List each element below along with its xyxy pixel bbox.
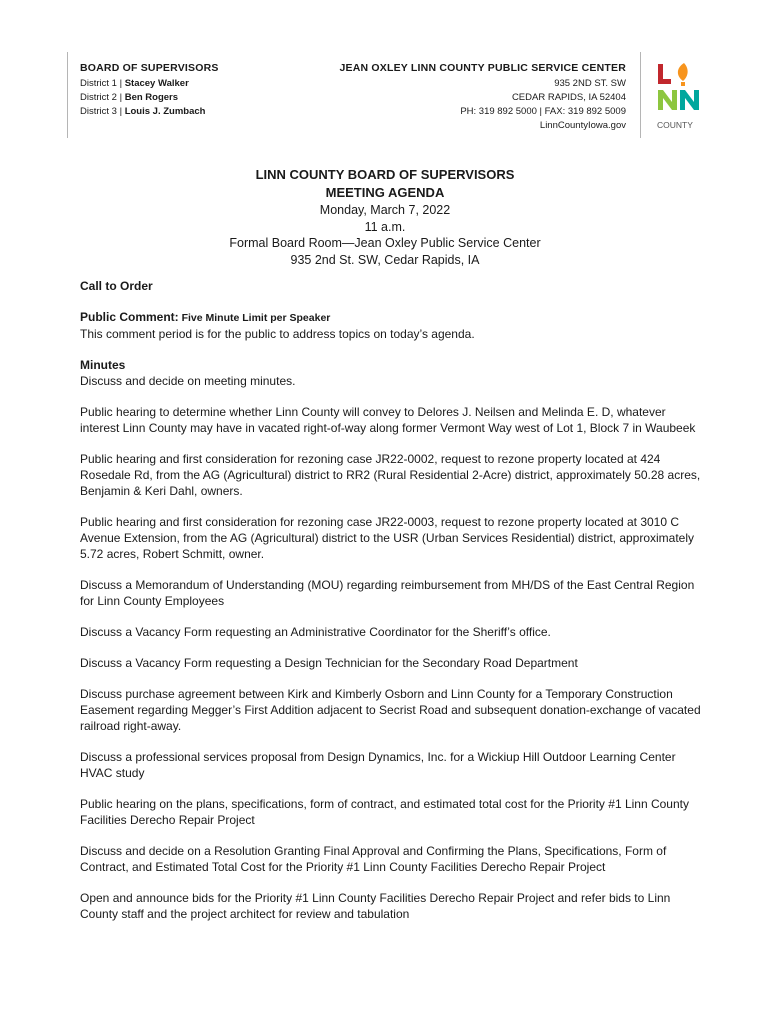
logo-county-word: COUNTY [657,120,693,130]
service-center-street: 935 2ND ST. SW [554,78,626,89]
district-2: District 2 | Ben Rogers [80,92,179,103]
district-1: District 1 | Stacey Walker [80,78,189,89]
public-comment [80,309,702,342]
agenda-item: Discuss purchase agreement between Kirk and Kimberly Osborn and Linn County for a Temporary Construction Easement regarding Megger’s First Addition adjacent to Secrist Road and subsequent donation-exchange of vacated railroad right-away. [80,687,701,733]
agenda-item: Discuss and decide on a Resolution Granting Final Approval and Confirming the Plans, Specifications, Form of Contract, and Estimated Total Cost for the Priority #1 Linn County Facilities Derecho Repair Project [80,844,667,874]
agenda-title-block [0,166,770,268]
public-comment-limit: Five Minute Limit per Speaker [178,312,331,324]
board-block [80,62,219,119]
service-center-website: LinnCountyIowa.gov [539,120,626,131]
meeting-date: Monday, March 7, 2022 [319,203,451,217]
district-3: District 3 | Louis J. Zumbach [80,106,206,117]
agenda-item: Discuss a Vacancy Form requesting an Administrative Coordinator for the Sheriff’s office. [80,625,551,639]
minutes [80,357,702,389]
agenda-content [80,278,702,937]
minutes-heading: Minutes [80,358,126,372]
service-center-title: JEAN OXLEY LINN COUNTY PUBLIC SERVICE CENTER [339,62,626,74]
agenda-item: Discuss a professional services proposal from Design Dynamics, Inc. for a Wickiup Hill Outdoor Learning Center HVAC study [80,750,676,780]
service-center-block [339,62,626,133]
agenda-title: LINN COUNTY BOARD OF SUPERVISORS [255,167,515,182]
service-center-city: CEDAR RAPIDS, IA 52404 [511,92,626,103]
agenda-item: Public hearing on the plans, specifications, form of contract, and estimated total cost for the Priority #1 Linn County Facilities Derecho Repair Project [80,797,689,827]
linn-county-logo-icon [656,62,702,134]
service-center-phone: PH: 319 892 5000 | FAX: 319 892 5009 [460,106,626,117]
agenda-item: Open and announce bids for the Priority #1 Linn County Facilities Derecho Repair Project and refer bids to Linn County staff and the project architect for review and tabulation [80,891,671,921]
agenda-subtitle: MEETING AGENDA [325,185,445,200]
agenda-item: Discuss a Vacancy Form requesting a Design Technician for the Secondary Road Department [80,656,578,670]
meeting-address: 935 2nd St. SW, Cedar Rapids, IA [290,252,480,267]
agenda-item: Public hearing and first consideration for rezoning case JR22-0003, request to rezone property located at 3010 C Avenue Extension, from the AG (Agricultural) district to the USR (Urban Services Residential) district, approximately 5.72 acres, Robert Schmitt, owner. [80,515,695,561]
agenda-item: Public hearing to determine whether Linn County will convey to Delores J. Neilsen and Melinda E. D, whatever interest Linn County may have in vacated right-of-way along former Vermont Way west of Lot 1, Block 7 in Waubeek [80,405,696,435]
board-title: BOARD OF SUPERVISORS [80,62,219,74]
meeting-time: 11 a.m. [364,219,406,234]
public-comment-heading: Public Comment: [80,310,179,324]
meeting-location: Formal Board Room—Jean Oxley Public Service Center [229,236,541,250]
agenda-item: Discuss a Memorandum of Understanding (MOU) regarding reimbursement from MH/DS of the East Central Region for Linn County Employees [80,578,695,608]
agenda-item: Public hearing and first consideration for rezoning case JR22-0002, request to rezone property located at 424 Rosedale Rd, from the AG (Agricultural) district to RR2 (Rural Residential 2-Acre) district, approximately 50.28 acres, Benjamin & Keri Dahl, owners. [80,452,701,498]
minutes-text: Discuss and decide on meeting minutes. [80,374,296,388]
call-to-order: Call to Order [80,279,153,293]
public-comment-text: This comment period is for the public to address topics on today’s agenda. [80,327,475,341]
letterhead [0,62,770,142]
